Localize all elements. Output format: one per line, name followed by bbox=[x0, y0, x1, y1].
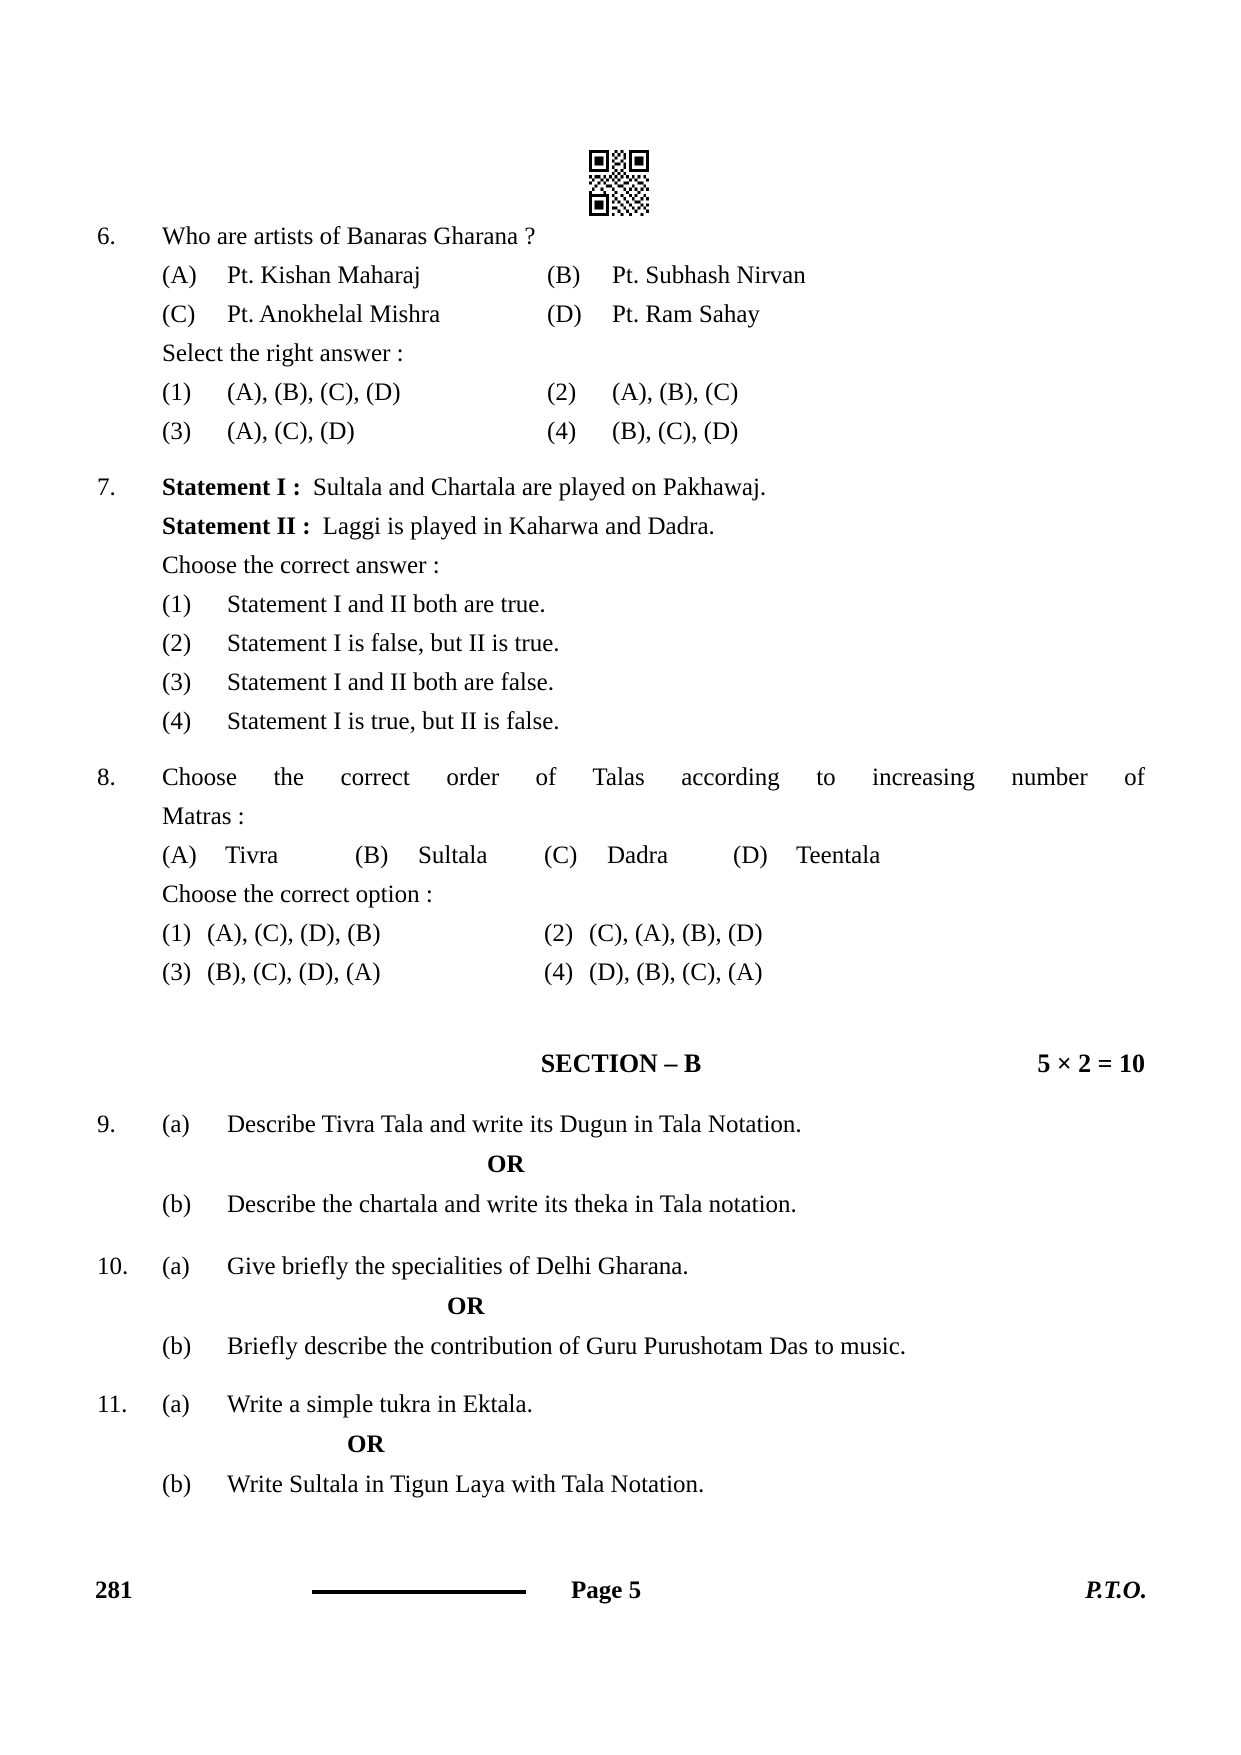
question-6-prompt bbox=[97, 339, 1145, 369]
section-b-title: SECTION – B bbox=[540, 1049, 702, 1078]
prompt-text: Select the right answer : bbox=[162, 340, 404, 367]
question-7-answer-3 bbox=[97, 668, 1145, 698]
question-10-part-b bbox=[97, 1332, 1145, 1362]
question-6-options-row-1 bbox=[97, 261, 1145, 291]
question-11-number: 11. bbox=[97, 1391, 128, 1418]
question-9-number: 9. bbox=[97, 1111, 116, 1138]
question-8-stem-line-2 bbox=[97, 802, 1145, 832]
qr-code-image bbox=[589, 150, 649, 216]
question-8-answers-row-1 bbox=[97, 919, 1145, 949]
paper-code: 281 bbox=[95, 1577, 133, 1604]
option-b-text: Sultala bbox=[418, 842, 488, 869]
part-b-label: (b) bbox=[162, 1471, 192, 1498]
option-c-text: Pt. Anokhelal Mishra bbox=[227, 301, 441, 328]
question-7-answer-1 bbox=[97, 590, 1145, 620]
question-7-answer-2 bbox=[97, 629, 1145, 659]
section-b-marks: 5 × 2 = 10 bbox=[1037, 1049, 1145, 1078]
question-6-options-row-2 bbox=[97, 300, 1145, 330]
answer-4-text: Statement I is true, but II is false. bbox=[227, 708, 560, 735]
option-d-text: Teentala bbox=[796, 842, 881, 869]
part-a-label: (a) bbox=[162, 1253, 190, 1280]
statement-1-label: Statement I : bbox=[162, 474, 301, 501]
pto-label: P.T.O. bbox=[1085, 1577, 1147, 1604]
part-b-label: (b) bbox=[162, 1191, 192, 1218]
question-10 bbox=[97, 1252, 1145, 1362]
option-a-label: (A) bbox=[162, 842, 197, 869]
part-b-text: Describe the chartala and write its theka in Tala notation. bbox=[227, 1191, 797, 1218]
question-8-number: 8. bbox=[97, 764, 116, 791]
answer-2-text: Statement I is false, but II is true. bbox=[227, 630, 560, 657]
answer-4-label: (4) bbox=[162, 708, 192, 735]
question-8-text-line-1: Choose the correct order of Talas according to increasing number of bbox=[162, 764, 1145, 791]
answer-2-text: (A), (B), (C) bbox=[612, 379, 739, 406]
section-b-header bbox=[97, 1048, 1145, 1080]
answer-3-text: (B), (C), (D), (A) bbox=[207, 959, 381, 986]
part-a-label: (a) bbox=[162, 1111, 190, 1138]
question-9-part-a bbox=[97, 1110, 1145, 1140]
answer-1-label: (1) bbox=[162, 379, 192, 406]
question-7-statement-2 bbox=[97, 512, 1145, 542]
answer-2-label: (2) bbox=[547, 379, 577, 406]
answer-3-label: (3) bbox=[162, 669, 192, 696]
prompt-text: Choose the correct option : bbox=[162, 881, 433, 908]
question-8-options-row bbox=[97, 841, 1145, 871]
statement-1-text: Sultala and Chartala are played on Pakhawaj. bbox=[312, 474, 767, 501]
part-a-label: (a) bbox=[162, 1391, 190, 1418]
part-b-label: (b) bbox=[162, 1333, 192, 1360]
option-c-label: (C) bbox=[162, 301, 196, 328]
answer-1-label: (1) bbox=[162, 591, 192, 618]
page-footer bbox=[0, 1576, 1241, 1618]
statement-2-label: Statement II : bbox=[162, 513, 311, 540]
answer-1-label: (1) bbox=[162, 920, 192, 947]
answer-2-label: (2) bbox=[544, 920, 574, 947]
statement-2-text: Laggi is played in Kaharwa and Dadra. bbox=[322, 513, 715, 540]
question-9-part-b bbox=[97, 1190, 1145, 1220]
page-number: Page 5 bbox=[571, 1577, 642, 1604]
question-11-part-b bbox=[97, 1470, 1145, 1500]
option-d-text: Pt. Ram Sahay bbox=[612, 301, 760, 328]
part-a-text: Describe Tivra Tala and write its Dugun in Tala Notation. bbox=[227, 1111, 802, 1138]
question-6-text: Who are artists of Banaras Gharana ? bbox=[162, 223, 536, 250]
question-8-text-line-2: Matras : bbox=[162, 803, 245, 830]
question-8 bbox=[97, 763, 1145, 988]
question-9 bbox=[97, 1110, 1145, 1220]
question-7-statement-1 bbox=[97, 473, 1145, 503]
answer-1-text: (A), (C), (D), (B) bbox=[207, 920, 381, 947]
question-6-number: 6. bbox=[97, 223, 116, 250]
question-10-part-a bbox=[97, 1252, 1145, 1282]
option-c-label: (C) bbox=[544, 842, 578, 869]
question-6 bbox=[97, 222, 1145, 447]
part-b-text: Briefly describe the contribution of Guru Purushotam Das to music. bbox=[227, 1333, 907, 1360]
answer-2-label: (2) bbox=[162, 630, 192, 657]
question-11-part-a bbox=[97, 1390, 1145, 1420]
answer-4-text: (B), (C), (D) bbox=[612, 418, 739, 445]
question-11-or: OR bbox=[347, 1431, 385, 1458]
question-9-or: OR bbox=[487, 1151, 525, 1178]
answer-3-text: Statement I and II both are false. bbox=[227, 669, 554, 696]
option-a-label: (A) bbox=[162, 262, 197, 289]
option-a-text: Tivra bbox=[225, 842, 279, 869]
question-6-stem bbox=[97, 222, 1145, 252]
option-b-label: (B) bbox=[547, 262, 581, 289]
question-8-stem-line-1 bbox=[97, 763, 1145, 793]
question-7-number: 7. bbox=[97, 474, 116, 501]
answer-1-text: (A), (B), (C), (D) bbox=[227, 379, 401, 406]
answer-3-label: (3) bbox=[162, 959, 192, 986]
question-7-prompt bbox=[97, 551, 1145, 581]
option-d-label: (D) bbox=[733, 842, 768, 869]
option-c-text: Dadra bbox=[607, 842, 669, 869]
answer-1-text: Statement I and II both are true. bbox=[227, 591, 546, 618]
question-7 bbox=[97, 473, 1145, 737]
answer-3-text: (A), (C), (D) bbox=[227, 418, 355, 445]
part-a-text: Write a simple tukra in Ektala. bbox=[227, 1391, 533, 1418]
option-a-text: Pt. Kishan Maharaj bbox=[227, 262, 421, 289]
part-b-text: Write Sultala in Tigun Laya with Tala Notation. bbox=[227, 1471, 705, 1498]
question-11 bbox=[97, 1390, 1145, 1500]
question-8-prompt bbox=[97, 880, 1145, 910]
answer-2-text: (C), (A), (B), (D) bbox=[589, 920, 763, 947]
option-b-text: Pt. Subhash Nirvan bbox=[612, 262, 806, 289]
option-d-label: (D) bbox=[547, 301, 582, 328]
answer-3-label: (3) bbox=[162, 418, 192, 445]
answer-4-text: (D), (B), (C), (A) bbox=[589, 959, 763, 986]
part-a-text: Give briefly the specialities of Delhi Gharana. bbox=[227, 1253, 689, 1280]
answer-4-label: (4) bbox=[544, 959, 574, 986]
answer-4-label: (4) bbox=[547, 418, 577, 445]
question-10-number: 10. bbox=[97, 1253, 129, 1280]
question-10-or: OR bbox=[447, 1293, 485, 1320]
prompt-text: Choose the correct answer : bbox=[162, 552, 440, 579]
question-6-answers-row-2 bbox=[97, 417, 1145, 447]
question-8-answers-row-2 bbox=[97, 958, 1145, 988]
question-7-answer-4 bbox=[97, 707, 1145, 737]
qr-code bbox=[589, 150, 1145, 216]
footer-rule bbox=[312, 1590, 526, 1594]
question-6-answers-row-1 bbox=[97, 378, 1145, 408]
option-b-label: (B) bbox=[355, 842, 389, 869]
